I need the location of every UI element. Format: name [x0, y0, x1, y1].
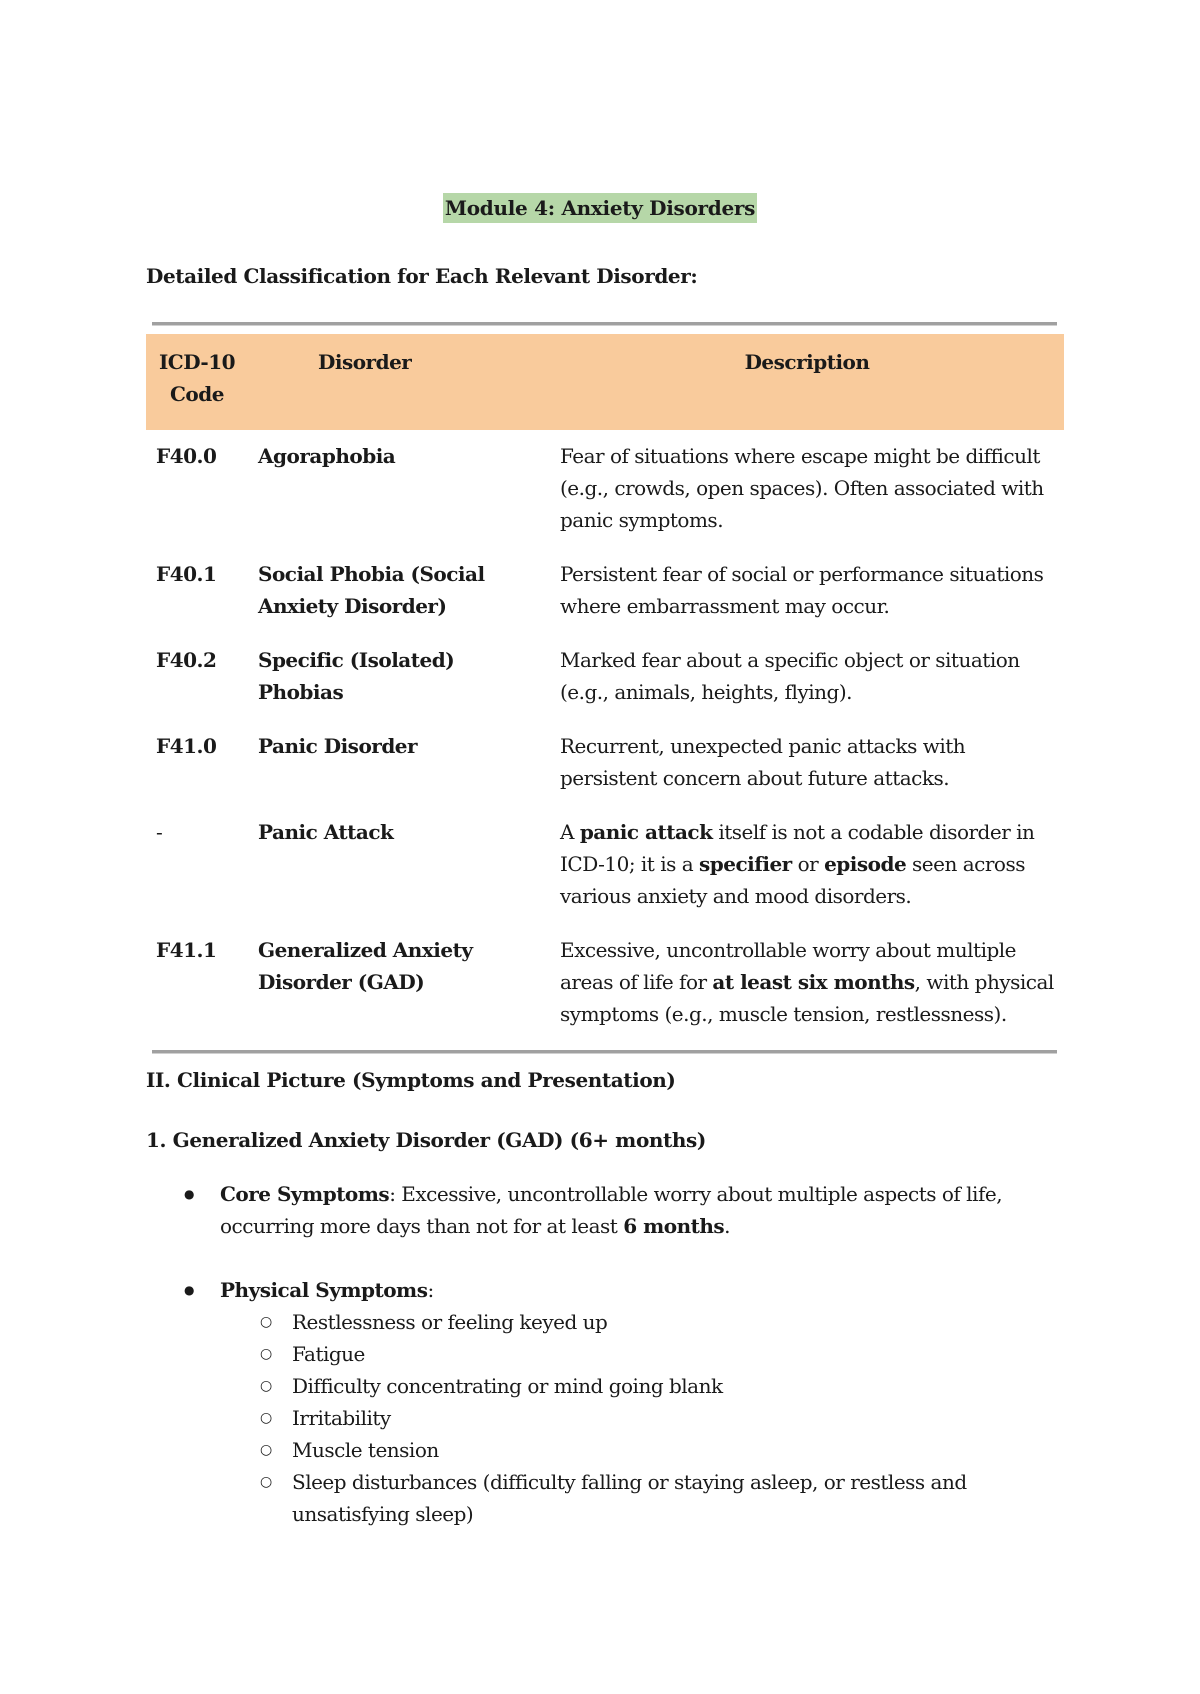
cell-disorder: Social Phobia (Social Anxiety Disorder) [258, 562, 485, 618]
text: itself is not a codable disorder in ICD-10; it is a [560, 820, 1035, 876]
cell-disorder: Generalized Anxiety Disorder (GAD) [258, 938, 473, 994]
text: Excessive, uncontrollable worry about multiple areas of life for [560, 938, 1017, 994]
header-code: ICD-10 Code [158, 350, 236, 406]
emphasis: episode [824, 852, 907, 876]
table-row [146, 634, 1064, 720]
cell-code: F40.2 [156, 648, 217, 672]
cell-code: F40.1 [156, 562, 217, 586]
cell-description: Recurrent, unexpected panic attacks with persistent concern about future attacks. [560, 734, 966, 790]
text: A [560, 820, 580, 844]
cell-description: Marked fear about a specific object or situation (e.g., animals, heights, flying). [560, 648, 1020, 704]
cell-disorder: Panic Disorder [258, 734, 418, 758]
list-item: ○ Sleep disturbances (difficulty falling or staying asleep, or restless and unsatisfying sleep) [260, 1466, 1046, 1530]
table-row [146, 806, 1064, 924]
cell-code: F41.1 [156, 938, 217, 962]
classification-table [146, 334, 1064, 1042]
header-description: Description [744, 350, 870, 374]
horizontal-rule-bottom [152, 1050, 1057, 1054]
text: : [427, 1278, 434, 1302]
emphasis: panic attack [579, 820, 713, 844]
cell-disorder: Panic Attack [258, 820, 394, 844]
physical-symptom-sublist [220, 1306, 1046, 1530]
emphasis: specifier [699, 852, 792, 876]
cell-code: F41.0 [156, 734, 217, 758]
text: . [724, 1214, 731, 1238]
list-label: Physical Symptoms [220, 1278, 428, 1302]
text: seen across various anxiety and mood disorders. [560, 852, 1025, 908]
list-item: ○ Fatigue [260, 1338, 1046, 1370]
subsection-heading: 1. Generalized Anxiety Disorder (GAD) (6+ months) [146, 1128, 706, 1152]
emphasis: at least six months [712, 970, 915, 994]
list-label: Core Symptoms [220, 1182, 390, 1206]
table-row [146, 430, 1064, 548]
section-heading: II. Clinical Picture (Symptoms and Presentation) [146, 1068, 676, 1092]
list-item: ○ Irritability [260, 1402, 1046, 1434]
list-item-physical-symptoms [146, 1274, 1046, 1530]
cell-code: - [156, 820, 163, 844]
emphasis: 6 months [623, 1214, 725, 1238]
table-row [146, 720, 1064, 806]
table-row [146, 924, 1064, 1042]
list-item: ○ Muscle tension [260, 1434, 1046, 1466]
text: or [791, 852, 825, 876]
list-item-core-symptoms [146, 1178, 1046, 1242]
cell-description [550, 806, 1064, 924]
list-item: ○ Difficulty concentrating or mind going blank [260, 1370, 1046, 1402]
symptom-list [146, 1178, 1046, 1562]
text: , with physical symptoms (e.g., muscle tension, restlessness). [560, 970, 1054, 1026]
page-title: Module 4: Anxiety Disorders [443, 193, 757, 223]
table-header-row [146, 334, 1064, 430]
table-row [146, 548, 1064, 634]
cell-description: Fear of situations where escape might be difficult (e.g., crowds, open spaces). Often associated with panic symptoms. [560, 444, 1044, 532]
cell-description: Persistent fear of social or performance situations where embarrassment may occur. [560, 562, 1044, 618]
section-subtitle: Detailed Classification for Each Relevant Disorder: [146, 264, 698, 288]
text: : Excessive, uncontrollable worry about multiple aspects of life, occurring more days than not for at least [220, 1182, 1003, 1238]
cell-code: F40.0 [156, 444, 217, 468]
list-item: ○ Restlessness or feeling keyed up [260, 1306, 1046, 1338]
header-disorder: Disorder [318, 350, 412, 374]
cell-description [550, 924, 1064, 1042]
cell-disorder: Agoraphobia [258, 444, 396, 468]
title-wrap [0, 193, 1200, 223]
horizontal-rule-top [152, 322, 1057, 326]
cell-disorder: Specific (Isolated) Phobias [258, 648, 455, 704]
